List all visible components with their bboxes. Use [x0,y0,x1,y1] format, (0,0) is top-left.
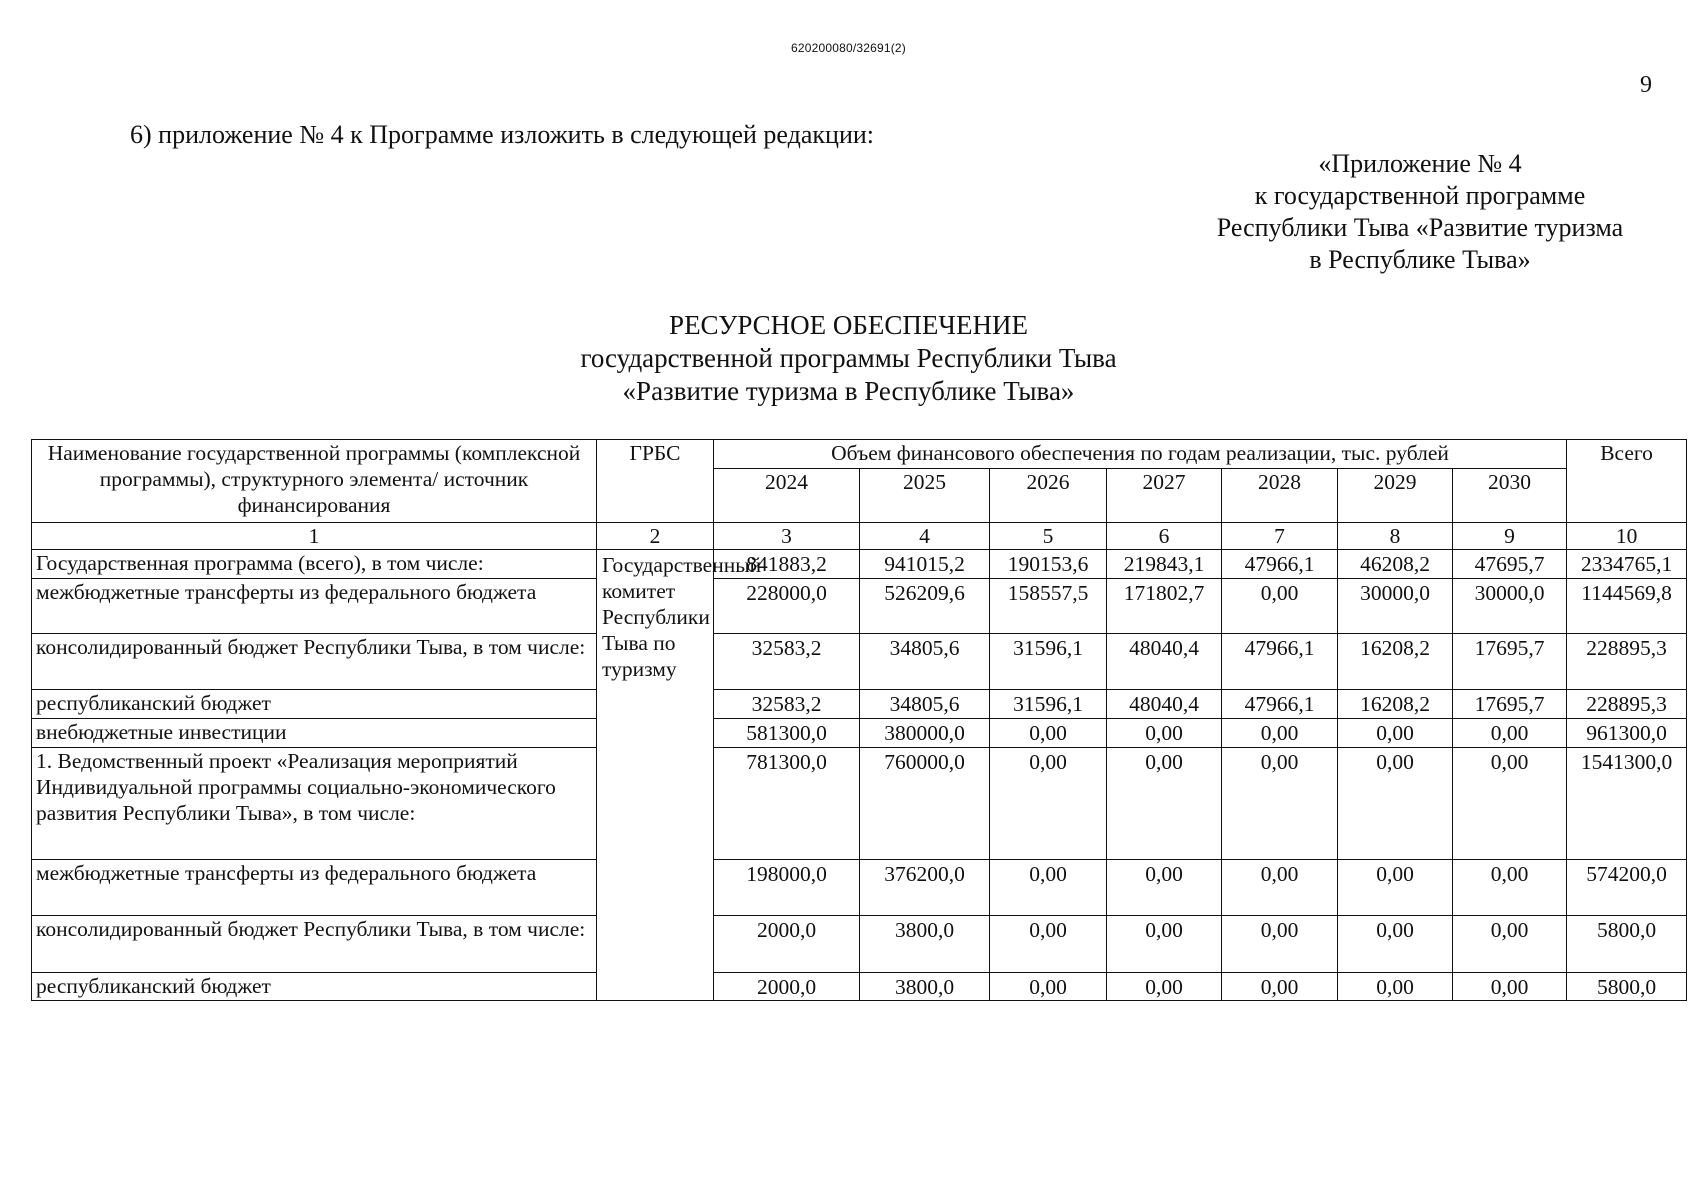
value-cell: 0,00 [990,973,1107,1001]
appendix-line: к государственной программе [1254,181,1586,210]
row-name: 1. Ведомственный проект «Реализация мероприятий Индивидуальной программы социально-экономического развития Республики Тыва», в том числе: [32,748,597,860]
value-cell: 16208,2 [1338,634,1453,690]
value-cell: 0,00 [1453,748,1567,860]
value-cell: 1541300,0 [1567,748,1687,860]
value-cell: 5800,0 [1567,973,1687,1001]
intro-text: 6) приложение № 4 к Программе изложить в следующей редакции: [130,120,874,149]
header-volume-cell: Объем финансового обеспечения по годам реализации, тыс. рублей [714,440,1567,469]
value-cell: 228000,0 [714,579,860,634]
value-cell: 941015,2 [860,550,990,579]
value-cell: 0,00 [1107,973,1222,1001]
row-name: внебюджетные инвестиции [32,719,597,748]
row-name: консолидированный бюджет Республики Тыва, в том числе: [32,634,597,690]
column-index: 2 [597,523,714,550]
value-cell: 34805,6 [860,690,990,719]
header-year-cell: 2027 [1107,469,1222,523]
value-cell: 0,00 [990,860,1107,916]
value-cell: 841883,2 [714,550,860,579]
appendix-line: «Приложение № 4 [1318,149,1522,178]
value-cell: 0,00 [990,719,1107,748]
table-row [32,579,1687,634]
value-cell: 1144569,8 [1567,579,1687,634]
value-cell: 30000,0 [1453,579,1567,634]
value-cell: 0,00 [1453,860,1567,916]
title-line: РЕСУРСНОЕ ОБЕСПЕЧЕНИЕ [669,310,1028,340]
value-cell: 34805,6 [860,634,990,690]
row-name: республиканский бюджет [32,690,597,719]
value-cell: 0,00 [990,916,1107,973]
value-cell: 228895,3 [1567,634,1687,690]
value-cell: 0,00 [1338,748,1453,860]
value-cell: 219843,1 [1107,550,1222,579]
header-year-cell: 2025 [860,469,990,523]
value-cell: 158557,5 [990,579,1107,634]
header-total-cell: Всего [1567,440,1687,523]
column-index: 5 [990,523,1107,550]
value-cell: 171802,7 [1107,579,1222,634]
table-row [32,634,1687,690]
value-cell: 17695,7 [1453,634,1567,690]
value-cell: 46208,2 [1338,550,1453,579]
value-cell: 228895,3 [1567,690,1687,719]
value-cell: 32583,2 [714,634,860,690]
value-cell: 0,00 [1107,916,1222,973]
page-number: 9 [1640,72,1652,98]
header-year-cell: 2029 [1338,469,1453,523]
table-row [32,973,1687,1001]
table-row [32,748,1687,860]
value-cell: 760000,0 [860,748,990,860]
value-cell: 376200,0 [860,860,990,916]
column-index: 6 [1107,523,1222,550]
value-cell: 32583,2 [714,690,860,719]
grbs-cell: Государственный комитет Республики Тыва по туризму [597,550,714,1001]
value-cell: 0,00 [1338,916,1453,973]
value-cell: 5800,0 [1567,916,1687,973]
value-cell: 198000,0 [714,860,860,916]
value-cell: 190153,6 [990,550,1107,579]
value-cell: 574200,0 [1567,860,1687,916]
table-row [32,719,1687,748]
value-cell: 0,00 [1107,719,1222,748]
document-title [0,309,1697,408]
value-cell: 47966,1 [1222,690,1338,719]
value-cell: 30000,0 [1338,579,1453,634]
header-name-cell: Наименование государственной программы (комплексной программы), структурного элемента/ источник финансирования [32,440,597,523]
value-cell: 48040,4 [1107,634,1222,690]
value-cell: 0,00 [1222,973,1338,1001]
row-name: межбюджетные трансферты из федерального бюджета [32,860,597,916]
value-cell: 0,00 [1222,748,1338,860]
value-cell: 526209,6 [860,579,990,634]
value-cell: 31596,1 [990,634,1107,690]
appendix-line: в Республике Тыва» [1309,245,1531,274]
index-row [32,523,1687,550]
value-cell: 3800,0 [860,916,990,973]
header-year-cell: 2028 [1222,469,1338,523]
value-cell: 0,00 [1338,719,1453,748]
table-row [32,690,1687,719]
resource-table [31,439,1687,1001]
value-cell: 3800,0 [860,973,990,1001]
value-cell: 2334765,1 [1567,550,1687,579]
header-year-cell: 2026 [990,469,1107,523]
value-cell: 47695,7 [1453,550,1567,579]
row-name: Государственная программа (всего), в том числе: [32,550,597,579]
row-name: республиканский бюджет [32,973,597,1001]
value-cell: 0,00 [1222,916,1338,973]
value-cell: 2000,0 [714,916,860,973]
table-row [32,916,1687,973]
appendix-header [1180,148,1660,276]
header-grbs-cell: ГРБС [597,440,714,523]
column-index: 8 [1338,523,1453,550]
value-cell: 47966,1 [1222,550,1338,579]
appendix-line: Республики Тыва «Развитие туризма [1216,213,1624,242]
row-name: консолидированный бюджет Республики Тыва, в том числе: [32,916,597,973]
table-row [32,860,1687,916]
value-cell: 0,00 [1453,973,1567,1001]
value-cell: 0,00 [1222,579,1338,634]
document-id: 620200080/32691(2) [790,41,907,55]
value-cell: 48040,4 [1107,690,1222,719]
column-index: 1 [32,523,597,550]
value-cell: 17695,7 [1453,690,1567,719]
table-row [32,550,1687,579]
header-year-cell: 2030 [1453,469,1567,523]
value-cell: 0,00 [990,748,1107,860]
value-cell: 0,00 [1338,973,1453,1001]
value-cell: 781300,0 [714,748,860,860]
value-cell: 0,00 [1107,860,1222,916]
column-index: 4 [860,523,990,550]
value-cell: 380000,0 [860,719,990,748]
row-name: межбюджетные трансферты из федерального бюджета [32,579,597,634]
value-cell: 0,00 [1453,719,1567,748]
column-index: 3 [714,523,860,550]
value-cell: 16208,2 [1338,690,1453,719]
title-line: государственной программы Республики Тыва [580,343,1117,373]
value-cell: 0,00 [1222,719,1338,748]
value-cell: 0,00 [1222,860,1338,916]
value-cell: 47966,1 [1222,634,1338,690]
column-index: 10 [1567,523,1687,550]
column-index: 7 [1222,523,1338,550]
value-cell: 581300,0 [714,719,860,748]
value-cell: 0,00 [1453,916,1567,973]
value-cell: 961300,0 [1567,719,1687,748]
column-index: 9 [1453,523,1567,550]
header-year-cell: 2024 [714,469,860,523]
value-cell: 0,00 [1107,748,1222,860]
value-cell: 0,00 [1338,860,1453,916]
value-cell: 2000,0 [714,973,860,1001]
title-line: «Развитие туризма в Республике Тыва» [622,376,1075,406]
value-cell: 31596,1 [990,690,1107,719]
